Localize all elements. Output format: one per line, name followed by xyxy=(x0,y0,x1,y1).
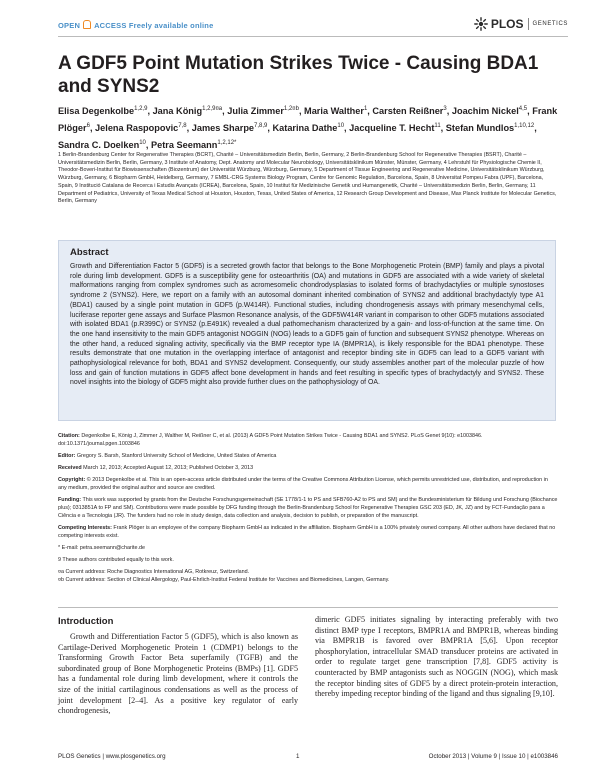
open-access-lock-icon xyxy=(83,20,91,29)
author-name: Jelena Raspopovic xyxy=(95,123,179,134)
intro-column-2: dimeric GDF5 initiates signaling by interacting preferably with two distinct BMP type I receptors, BMPR1A and BMPR1B, whereas binding via BMPR1B is favored over BMPR1A [5,6]. Upon receptor phosphorylation, intracellular SMAD transducer proteins are activated in order to regulate target gene transcription [7,8]. GDF5 activity is counteracted by BMP antagonists such as NOGGIN (NOG), which mask the receptor binding sites of GDF5 by a direct protein-protein interaction, thereby impeding receptor binding of the ligand and thus signaling [9,10]. xyxy=(315,615,558,699)
author-affiliation-sup: 1,2,12* xyxy=(217,140,237,147)
article-title: A GDF5 Point Mutation Strikes Twice - Causing BDA1 and SYNS2 xyxy=(58,53,539,97)
open-label: OPEN xyxy=(58,21,81,30)
author-name: Jacqueline T. Hecht xyxy=(349,123,435,134)
metadata-entry xyxy=(58,557,558,565)
author-affiliation-sup: 1,10,12 xyxy=(514,123,535,130)
author-affiliation-sup: 1 xyxy=(363,106,368,112)
author-affiliation-sup: 1,2,9 xyxy=(134,106,148,112)
author-name: Petra Seemann xyxy=(150,140,218,151)
metadata-label: Funding: xyxy=(58,497,82,504)
article-metadata xyxy=(58,433,558,589)
metadata-entry xyxy=(58,433,558,449)
footer-journal-url: PLOS Genetics | www.plosgenetics.org xyxy=(58,753,166,760)
author-name: Katarina Dathe xyxy=(272,123,338,134)
section-rule xyxy=(58,607,558,608)
metadata-text: * E-mail: petra.seemann@charite.de xyxy=(58,545,145,552)
metadata-text: Degenkolbe E, König J, Zimmer J, Walther M, Reißner C, et al. (2013) A GDF5 Point Mutation Strikes Twice - Causing BDA1 and SYNS2. PLoS Genet 9(10): e1003846. doi:10.1371/journal.pgen.1003846 xyxy=(58,433,483,447)
metadata-entry xyxy=(58,453,558,461)
author-affiliation-sup: 6 xyxy=(86,123,90,130)
metadata-text: This work was supported by grants from the Deutsche Forschungsgemeinschaft (SE 1778/1-1 to PS and SFB760-A2 to PS and SM) and the Bundesministerium für Bildung und Forschung (Biochance plus); 0313851A to FP and SM). Contributions were made possible by DFG funding through the Berlin-Brandenburg School for Regenerative Therapies GSC 203 (ED, JK, JZ) and by FCT-Fundação para a Ciência e a Tecnologia (JR). The funders had no role in study design, data collection and analysis, decision to publish, or preparation of the manuscript. xyxy=(58,497,558,519)
plos-logo xyxy=(474,16,568,32)
author-name: Jana König xyxy=(152,106,203,117)
metadata-entry xyxy=(58,465,558,473)
metadata-text: March 12, 2013; Accepted August 12, 2013; Published October 3, 2013 xyxy=(81,465,254,472)
metadata-label: Citation: xyxy=(58,433,80,439)
author-name: Maria Walther xyxy=(304,106,364,117)
intro-column-1: Growth and Differentiation Factor 5 (GDF5), which is also known as Cartilage-Derived Morphogenetic Protein 1 (CDMP1) belongs to the Transforming Growth Factor Beta superfamily (TGFB) and the subordinated group of Bone Morphogenetic Proteins (BMPs) [1]. GDF5 has a fundamental role during limb development, where it controls the size of the initial cartilaginous condensations as well as the process of joint development [2–4]. As a positive key regulator of early chondrogenesis, xyxy=(58,632,298,716)
author-list: Elisa Degenkolbe$^{1,2,9}$, Jana König$^{1,2,9¤a}$, Julia Zimmer$^{1,2¤b}$, Maria Walther$^1$, Carsten Reißner$^3$, Joachim Nickel$^{4,5}$, Frank Plöger$^6$, Jelena Raspopovic$^{7,8}$, James Sharpe$^{7,8,9}$, Katarina Dathe$^{10}$, Jacqueline T. Hecht$^{11}$, Stefan Mundlos$^{1,10,12}$, Sandra C. Doelken$^{10}$, Petra Seemann$^{1,2,12*}$ xyxy=(58,106,558,151)
author-affiliation-sup: 3 xyxy=(443,106,447,112)
journal-header xyxy=(58,14,568,34)
author-name: Sandra C. Doelken xyxy=(58,140,140,151)
plos-sunburst-icon xyxy=(474,17,488,31)
author-affiliation-sup: 7,8 xyxy=(178,123,187,130)
author-name: James Sharpe xyxy=(191,123,255,134)
affiliations: 1 Berlin-Brandenburg Center for Regenerative Therapies (BCRT), Charité – Universitätsmedizin Berlin, Berlin, Germany, 2 Berlin-Brandenburg School for Regenerative Therapies (BSRT), Charité – Universitätsmedizin Berlin, Berlin, Germany, 3 Institute of Anatomy, Dept. Anatomy and Molecular Neurobiology, Universitätsklinikum Münster, Münster, Germany, 4 Lehrstuhl für Physiologische Chemie II, Theodor-Boveri-Institut für Biowissenschaften (Biozentrum) der Universität Würzburg, Würzburg, Germany, 5 Department of Tissue Engineering and Regenerative Medicine, Universitätsklinikum Würzburg, Würzburg, Germany, 6 Biopharm GmbH, Heidelberg, Germany, 7 EMBL-CRG Systems Biology Program, Centre for Genomic Regulation, Barcelona, Spain, 8 Universitat Pompeu Fabra (UPF), Barcelona, Spain, 9 Institució Catalana de Recerca i Estudis Avançats (ICREA), Barcelona, Spain, 10 Institut für Medizinische Genetik und Humangenetik, Charité – Universitätsmedizin Berlin, Berlin, Germany, 11 Department of Pediatrics, University of Texas Medical School at Houston, Houston, Texas, United States of America, 12 Research Group Development and Disease, Max Planck Institute for Molecular Genetics, Berlin, Germany xyxy=(58,152,557,205)
footer-issue-info: October 2013 | Volume 9 | Issue 10 | e1003846 xyxy=(428,753,558,760)
author-name: Joachim Nickel xyxy=(451,106,519,117)
introduction-heading: Introduction xyxy=(58,616,114,627)
metadata-label: Copyright: xyxy=(58,477,86,484)
metadata-label: Editor: xyxy=(58,453,76,459)
header-rule xyxy=(58,36,568,37)
metadata-entry xyxy=(58,497,558,521)
author-affiliation-sup: 1,2,9¤a xyxy=(202,106,223,112)
author-name: Julia Zimmer xyxy=(227,106,284,117)
metadata-entry xyxy=(58,569,558,585)
author-name: Frank Plöger xyxy=(58,106,558,134)
author-affiliation-sup: 7,8,9 xyxy=(254,123,268,130)
journal-name: GENETICS xyxy=(532,21,568,27)
logo-divider xyxy=(528,18,529,30)
author-name: Elisa Degenkolbe xyxy=(58,106,135,117)
author-affiliation-sup: 4,5 xyxy=(518,106,528,112)
metadata-entry xyxy=(58,545,558,553)
author-affiliation-sup: 1,2¤b xyxy=(283,106,299,112)
metadata-entry xyxy=(58,477,558,493)
author-name: Carsten Reißner xyxy=(372,106,444,117)
abstract-box xyxy=(58,240,556,421)
metadata-entry xyxy=(58,525,558,541)
plos-wordmark: PLOS xyxy=(490,17,524,31)
metadata-text: Frank Plöger is an employee of the company Biopharm GmbH as indicated in the affiliation. Biopharm GmbH is a 100% privately owned company. All other authors have declared that no competing interests exist. xyxy=(58,525,556,539)
author-affiliation-sup: 10 xyxy=(337,123,345,130)
abstract-heading: Abstract xyxy=(70,247,109,258)
author-affiliation-sup: 10 xyxy=(139,140,146,147)
access-label: ACCESS xyxy=(94,21,127,30)
author-name: Stefan Mundlos xyxy=(445,123,515,134)
abstract-text: Growth and Differentiation Factor 5 (GDF5) is a secreted growth factor that belongs to the Bone Morphogenetic Protein (BMP) family and plays a pivotal role during limb development. GDF5 is a susceptibility gene for osteoarthritis (OA) and mutations in GDF5 are associated with a wide variety of skeletal malformations ranging from complex syndromes such as acromesomelic chondrodysplasias to isolated forms of brachydactylies or multiple synostoses syndrome 2 (SYNS2). Here, we report on a family with an autosomal dominant inherited combination of SYNS2 and additional brachydactyly type A1 (BDA1) caused by a single point mutation in GDF5 (p.W414R). Functional studies, including chondrogenesis assays with primary mesenchymal cells, luciferase reporter gene assays and Surface Plasmon Resonance analysis, of the GDF5W414R variant in comparison to other GDF5 mutations associated with isolated BDA1 (p.R399C) or SYNS2 (p.E491K) revealed a dual pathomechanism characterized by a gain- and loss-of-function at the same time. On the one hand insensitivity to the main GDF5 antagonist NOGGIN (NOG) leads to a GDF5 gain of function and subsequent SYNS2 phenotype. Whereas on the other hand, a reduced signaling activity, specifically via the BMP receptor type IA (BMPR1A), is likely responsible for the BDA1 phenotype. These results demonstrate that one mutation in the overlapping interface of antagonist and receptor binding site in GDF5 can lead to a GDF5 variant with pathophysiological relevance for both, BDA1 and SYNS2 development. Consequently, our study assembles another part of the molecular puzzle of how loss and gain of function mutations in GDF5 affect bone development in hands and feet resulting in specific types of brachydactyly and SYNS2. These novel insights into the biology of GDF5 might also provide further clues on the pathophysiology of OA. xyxy=(70,263,544,387)
metadata-text: 9 These authors contributed equally to this work. xyxy=(58,557,174,564)
freely-available-label: Freely available online xyxy=(128,21,214,30)
page-number: 1 xyxy=(296,753,300,760)
metadata-label: Received xyxy=(58,465,82,472)
metadata-label: Competing Interests: xyxy=(58,525,112,532)
metadata-text: © 2013 Degenkolbe et al. This is an open-access article distributed under the terms of the Creative Commons Attribution License, which permits unrestricted use, distribution, and reproduction in any medium, provided the original author and source are credited. xyxy=(58,477,548,492)
author-affiliation-sup: 11 xyxy=(434,123,441,130)
metadata-text: Gregory S. Barsh, Stanford University School of Medicine, United States of America xyxy=(75,453,277,459)
open-access-banner xyxy=(58,20,213,30)
metadata-text: ¤a Current address: Roche Diagnostics International AG, Rotkreuz, Switzerland. ¤b Current address: Section of Clinical Allergology, Paul-Ehrlich-Institut Federal Institute for Vaccines and Biomedicines, Langen, Germany. xyxy=(58,569,390,584)
